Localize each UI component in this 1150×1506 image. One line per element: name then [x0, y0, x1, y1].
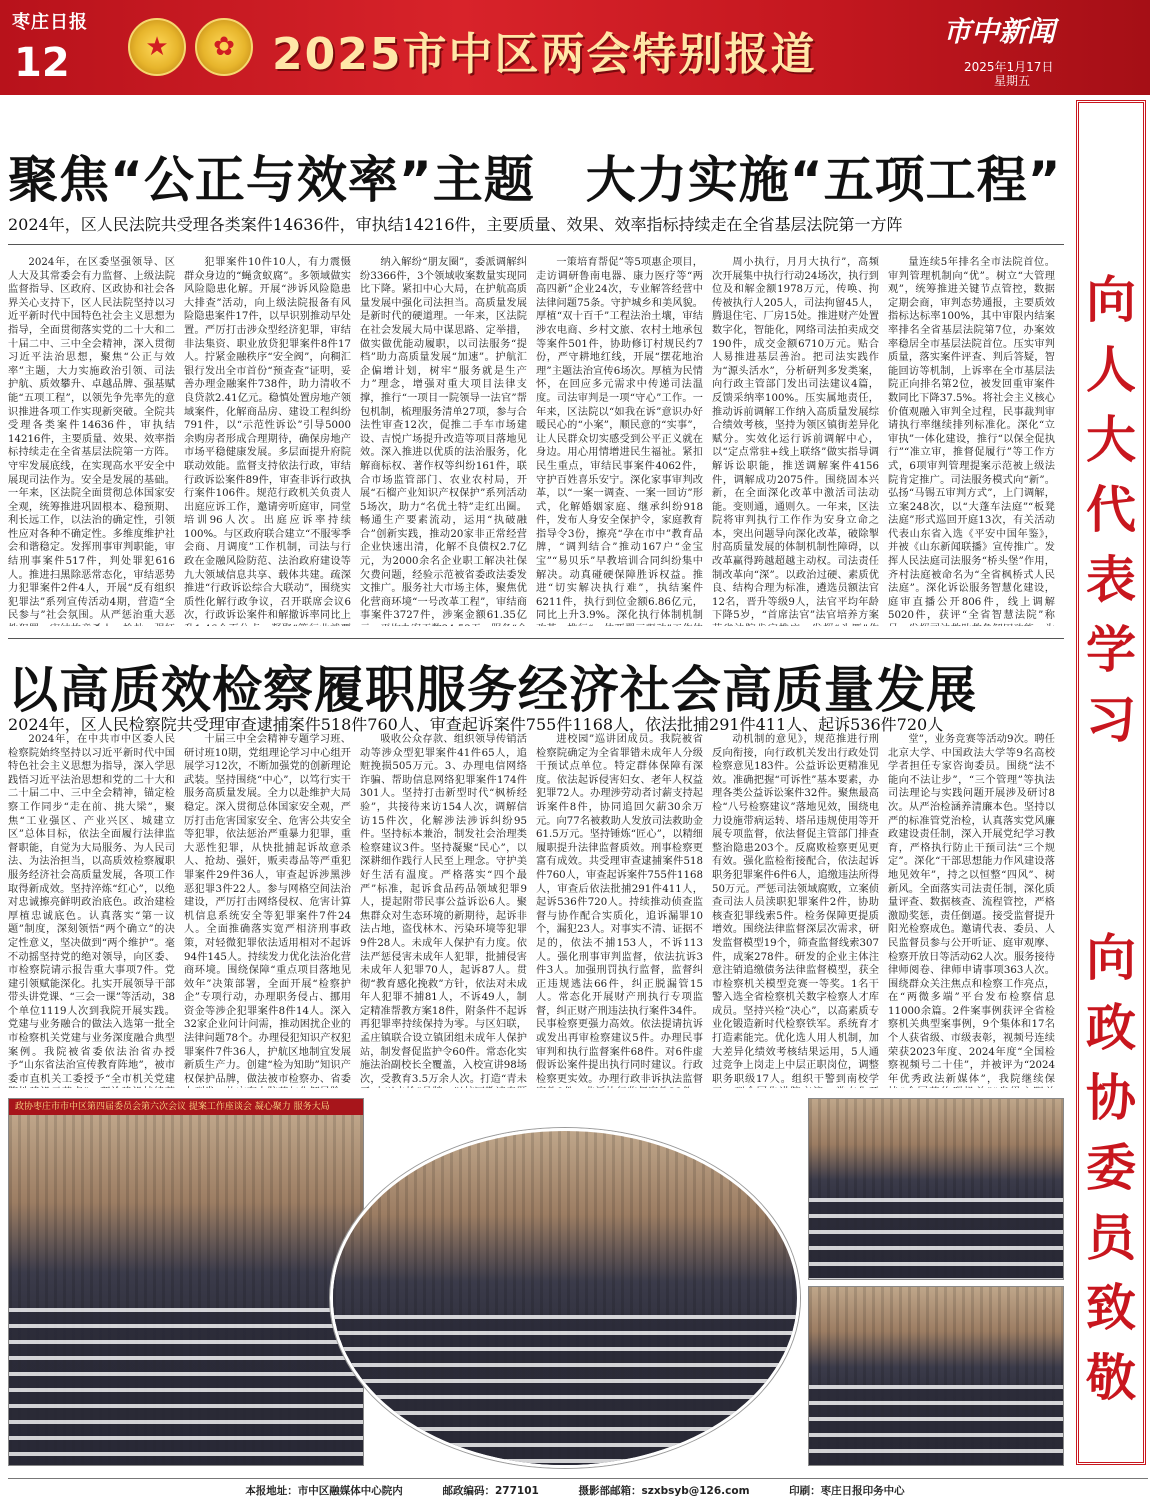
- meeting-hall-image: [809, 1287, 1063, 1465]
- article-column: 十届三中全会精神专题学习班、研讨班10期，党组理论学习中心组开展学习12次，不断加强党的创新理论武装。坚持围绕“中心”，以笃行实干服务高质量发展。全力以赴维护大局稳定。深入贯彻总体国家安全观，严厉打击危害国家安全、危害公共安全等犯罪，依法惩治严重暴力犯罪，重大恶性犯罪，从快批捕起诉故意杀人、抢劫、强奸，贩卖毒品等严重犯罪案件29件36人，审查起诉涉黑涉恶犯罪3件22人。参与网格空间法治建设，严厉打击网络侵权、危害计算机信息系统安全等犯罪案件7件24人。全面推确落实宽严相济刑事政策，对轻微犯罪依法适用相对不起诉94件145人。持续发力优化法治化营商环境。围绕保障“重点项目落地见效年”决策部署，全面开展“检察护企”专项行动，办理职务侵占、挪用资金等涉企犯罪案件8件14人。深入32家企业问计问需，推动困扰企业的法律问题78个。办理侵犯知识产权犯罪案件7件36人，护航区地制宜发展新质生产力。创建“检为知助”知识产权保护品牌，做法被市检察办、省委: [184, 734, 351, 1085]
- side-slogan-panel: [1076, 100, 1146, 1465]
- meeting-hall-image: [9, 1115, 363, 1465]
- footer-printer: 印刷：枣庄日报印务中心: [789, 1485, 905, 1497]
- meeting-hall-image: [809, 1099, 1063, 1279]
- page-number: 12: [14, 40, 70, 86]
- article-column: 2024年，在中共市中区委人民检察院始终坚持以习近平新时代中国特色社会主义思想为指导，深入学思践悟习近平法治思想和党的二十大和二十届二中、三中全会精神，锚定检察工作同步“走在前、挑大梁”，聚焦“工业强区、产业兴区、城建立区”总体目标，依法全面履行法律监督职能，自觉为大局服务、为人民司法、为法治担当，以高质效检察履职服务经济社会高质量发展，各项工作取得新成效。坚持淬炼“红心”，以绝对忠诚擦亮鲜明政治底色。政治建检厚植忠诚底色。认真落实“第一议题”制度，深刻领悟“两个确立”的决定性意义，坚决做到“两个维护”。毫不动摇坚持党的绝对领导，向区委、市检察院请示报告重大事项7件。党建引领赋能深化。扎实开展领导干部带头讲党课、“三会一课”等活动，38个单位1119人次到我院开展实践。党建与业务融合的做法入选第一批全市检察机关党建与业务深度融合典型案例。我院被省委依法治省办授予“山东省法治宣传教育阵地”，被市委市直机关工委授予“全市机关党建: [8, 734, 175, 1085]
- article-column: 犯罪案件10件10人，有力震慑群众身边的“蝇贪蚁腐”。多领域做实风险隐患化解。开展“涉诉风险隐患大排查”活动，向上级法院报备有风险隐患案件17件，以早识别推动早处置。严厉打击涉众型经济犯罪，审结非法集资、职业放贷犯罪案件8件17人。拧紧金融秩序“安全阀”，向稠汇银行发出全市首份“预查查”证明，妥善办理金融案件738件，助力清收不良贷款2.41亿元。稳慎处置房地产领域案件，化解商品房、建设工程纠纷791件，以“示范性诉讼”引导5000余购房者形成合理期待，确保房地产市场平稳健康发展。多层面提升府院联动效能。监督支持依法行政，审结行政诉讼案件89件，审查非诉行政执行案件106件。规范行政机关负责人出庭应诉工作，邀请旁听庭审，同堂培训96人次。出庭应诉率持续100%。与区政府联合建立“不服零季会商、月调度”工作机制，司法与行政在金融风险防范、法治政府建设等九大领域信息共享、载体共建。疏深推进“行政诉讼综合大联动”，围绕实质性化解行政争议，召开联席会议6次，行政诉讼案件和解撤诉率同比上: [184, 257, 351, 622]
- footer-address: 本报地址：市中区融媒体中心院内: [245, 1485, 403, 1497]
- article-column: 堂”，业务竞赛等活动9次。聘任北京大学、中国政法大学等9名高校学者担任专家咨询委员。围绕“法不能向不法让步”，“三个管理”等执法司法理论与实践问题开展涉及研讨8次。从严治检涵养清廉本色。坚持以严的标准管党治检，认真落实党风廉政建设责任制，深入开展党纪学习教育，严格执行防止干预司法“三个规定”。深化“干部思想能力作风建设落地见效年”，持之以恒整“四风”、树新风。全面落实司法责任制，深化质量评查、数据核查、流程管控，严格激励奖惩，责任倒逼。接受监督提升阳光检察成色。邀请代表、委员、人民监督员参与公开听证、庭审观摩、检察开放日等活动62人次。服务接待律师阅卷、律师申请事项363人次。围绕群众关注焦点和检察工作亮点，在“两微多端”平台发布检察信息11000余篇。2件案事例获评全省检察机关典型案事例，9个集体和17名个人获省级、市级表彰，视频号连续荣获2023年度、2024年度“全国检察视频号二十佳”，并被评为“2024年优秀政法新媒体”，我院继续保: [888, 734, 1055, 1085]
- footer: [0, 1480, 1150, 1506]
- article-column: 2024年，在区委坚强领导、区人大及其常委会有力监督、上级法院监督指导、区政府、区政协和社会各界关心支持下，区人民法院坚持以习近平新时代中国特色社会主义思想为指导，全面贯彻落实党的二十大和二十届二中、三中全会精神，深入贯彻习近平法治思想，聚焦“公正与效率”主题，大力实施政治引领、司法护航、质效攀升、卓越品牌、强基赋能“五项工程”，以领先争先率先的意识推进各项工作实现新突破。全院共受理各类案件14636件，审执结14216件，主要质量、效果、效率指标持续走在全省基层法院第一方阵。守牢发展底线，在实现高水平安全中展现司法作为。安全是发展的基础。一年来，区法院全面贯彻总体国家安全观，统筹推进巩固根本、稳预期、利长远工作，以法治的确定性，引领性应对各种不确定性。多维度维护社会和谐稳定。发挥刑事审判职能，审结刑事案件517件，判处罪犯616人。推进扫黑除恶常态化，审结恶势力犯罪案件2件4人，开展“反有组织犯罪法”系列宣传活动4期，营造“全民参与”社会氛围。从严惩治重大恶: [8, 257, 175, 622]
- article1-headline: 聚焦“公正与效率”主题 大力实施“五项工程”: [8, 151, 1062, 209]
- date-text: 2025年1月17日: [964, 60, 1054, 74]
- meeting-hall-image: [333, 1131, 797, 1465]
- article-column: 一策培育帮促”等5项惠企项目，走访调研鲁南电器、康力医疗等“两高四新”企业24次，专业解答经营中法律问题75条。守护城乡和美风貌。厚植“双十百千”工程法治土壤，审结涉农电商、乡村文旅、农村土地承包等案件501件，协助修订村规民约7份，严守耕地红线，开展“摆花地治理”主题法治宣传6场次。厚植为民情怀，在回应多元需求中传递司法温度。司法审判是一项“守心”工作。一年来，区法院以“如我在诉”意识办好暖民心的“小案”，顺民意的“实事”，让人民群众切实感受到公平正义就在身边。用心用情增进民生福祉。紧扣民生重点，审结民事案件4062件，守护百姓喜乐安宁。深化家事审判改革，以“一案一调查、一案一回访”形式，化解婚姻家庭、继承纠纷918件，发布人身安全保护令，家庭教育指导令3份，擦亮“孕在市中”教育品牌，“调判结合”推动167户“金宝宝”“易贝乐”早教培训合同纠纷集中解决。动真碰硬保障胜诉权益。推进“切实解决执行难”，执结案件6211件，执行到位金额6.86亿元，同比上升3.9%。深化执行体制机制: [536, 257, 703, 622]
- photo-meeting-1: [8, 1098, 364, 1466]
- footer-postcode: 邮政编码：277101: [442, 1485, 539, 1497]
- special-report-title: 2025市中区两会特别报道: [272, 29, 817, 80]
- divider: [8, 638, 1064, 639]
- article-column: 动机制的意见》，规范推进行刑反向衔接，向行政机关发出行政处罚检察意见183件。公益诉讼更精准见效。准确把握“可诉性”基本要素，办理各类公益诉讼案件32件。聚焦最高检“八号检察建议”落地见效，围绕电力设施带病运转、塔吊违规使用等开展专项监督，依法督促主管部门排查整治隐患203个。反腐败检察更见更有效。强化监检衔接配合，依法起诉职务犯罪案件6件6人，追缴违法所得50万元。严惩司法领域腐败，立案侦查司法人员渎职犯罪案件2件，协助核查犯罪线索5件。检务保障更提质增效。围绕法律监督深层次需求，研发监督模型19个，筛查监督线索307件，成案278件。研发的企业主体注意注销追缴债务法律监督模型，获全市检察机关模型竞赛一等奖。1名干警入选全省检察机关数字检察人才库成员。坚持兴检“决心”，以高素质专业化锻造新时代检察铁军。系统育才打造素能完。优化选人用人机制，加大差异化绩效考核结果运用，5人通过竞争上岗走上中层正职岗位，调整职务职级17人。组织干警到南校学: [712, 734, 879, 1085]
- national-emblem-icon: ★: [128, 18, 186, 76]
- footer-divider: [8, 1478, 1148, 1479]
- side-slogan-2: 向 政 协 委 员 致 敬: [1086, 929, 1136, 1407]
- photo-meeting-2: [330, 1128, 800, 1468]
- paper-name: 枣庄日报: [12, 12, 88, 33]
- side-slogan-1: 向 人 大 代 表 学 习: [1086, 271, 1136, 749]
- photo-meeting-4: [808, 1286, 1064, 1466]
- article-column: 量连续5年排名全市法院首位。审判管理机制向“优”。树立“大管理观”，统筹推进关键节点管控，数据定期会商，审判态势通报，主要质效指标达标率100%，其中审限内结案率排名全省基层法院第7位，办案效率稳居全市基层法院首位。压实审判质量，落实案件评查、判后答疑，智能回访等机制，上诉率在全市基层法院正向排名第2位，被发回重审案件数同比下降37.5%。将社会主义核心价值观融入审判全过程，民事裁判审请执行率继续排列标准化。深化“立审执”一体化建设，推行“以保全促执行”“准立审，推督促履行”等工作方式，6项审判管理提案示范被上级法院肯定推广。司法服务模式向“新”。弘扬“马锡五审判方式”，上门调解，立案248次，以“大蓬车法庭”“板凳法庭”形式巡回开庭13次，有关活动代表山东省入选《平安中国年鉴》，并被《山东新闻联播》宣传推广。发挥人民法庭司法服务“桥头堡”作用，齐村法庭被命名为“全省枫桥式人民法庭”。深化诉讼服务智慧化建设，庭审直播公开806件，线上调解5020件，获评“全省智慧法院”称: [888, 257, 1055, 622]
- article-column: 周小执行，月月大执行”，高频次开展集中执行行动24场次，执行到位及和解金额1978万元，传唤、拘传被执行人205人，司法拘留45人，腾退住宅、厂房15处。推进财产处置数字化，智能化，网络司法拍卖成交190件，成交金额6710万元。贴合人易推进基层善治。把司法实践作为“源头活水”，分析研判多发类案，向行政主管部门发出司法建议4篇，反馈采纳率100%。压实属地责任，推动诉前调解工作纳入高质量发展综合绩效考核，坚持为领区镇街差异化赋分。实效化运行诉前调解中心，以“定点常驻+线上联络”做实指导调解诉讼职能，推送调解案件4156件，调解成功2075件。围绕固本兴新，在全面深化改革中激活司法动能。变则通，通则久。一年来，区法院将审判执行工作作为安身立命之本，突出问题导向深化改革，破除掣肘高质量发展的体制机制性障碍，以改革赢得跨越超越主动权。司法责任制改革向“深”。以政治过硬、素质优良、结构合理为标准，遴选员额法官12名，晋升等级9人，法官平均年龄下降5岁，“首席法官”法官培养方案: [712, 257, 879, 622]
- article-column: 吸收公众存款、组织领导传销活动等涉众型犯罪案件41件65人，追赃挽损505万元。3、办理电信网络诈骗、帮助信息网络犯罪案件174件301人。坚持打击新型时代“枫桥经验”，共接待来访154人次，调解信访15件次，化解涉法涉诉纠纷95件。坚持标本兼治，制发社会治理类检察建议3件。坚持凝聚“民心”，以深耕细作践行人民至上理念。守护美好生活有温度。严格落实“四个最严”标准，起诉食品药品领域犯罪9人，提起附带民事公益诉讼6人。聚焦群众对生态环境的新期待，起诉非法占地，盗伐林木、污染环境等犯罪9件28人。未成年人保护有力度。依法严惩侵害未成年人犯罪，批捕侵害未成年人犯罪70人，起诉87人。贯彻“教育感化挽救”方针，依法对未成年人犯罪不捕81人，不诉49人，制定精准帮教方案18件，附条件不起诉再犯罪率持续保持为零。与区妇联，孟庄镇联合设立镇团组未成年人保护站，制发督促监护令60件。常态化实施法治副校长全覆盖，入校宣讲98场次，受教育3.5万余人次。打造“青未: [360, 734, 527, 1085]
- article-column: 纳入解纷“朋友圈”，委派调解纠纷3366件，3个领域收案数量实现同比下降。紧扣中心大局，在护航高质量发展中强化司法担当。高质量发展是新时代的硬道理。一年来，区法院在社会发展大局中谋思路、定举措，做实做优能动履职，以司法服务“提档”助力高质量发展“加速”。护航汇企偏增计划，树牢“服务就是生产力”理念，增强对重大项目法律支撑，推行“一项目一院领导一法官”帮包机制，梳理服务清单27项，参与合法性审查12次，促推二手车市场建设、吉悦广场提升改造等项目落地见效。深入推进以优质的法治服务，化解商标权、著作权等纠纷161件，联合市场监管部门、农业农村局，开展“石榴产业知识产权保护”系列活动5场次，助力“名优土特”走红出圈。畅通生产要素流动，运用“执破融合”创新实践，推动20家非正常经营企业快速出清，化解不良债权2.7亿元，为2000余名企业职工解决社保欠费问题，经验示范被省委政法委发文推广。服务社大市场主体，聚焦优化营商环境“一号改革工程”，审结商事案件3727件，涉案金额61.35亿: [360, 257, 527, 622]
- article-column: 进校园”巡讲团成员。我院被省检察院确定为全省罪错未成年人分级干预试点单位。特定群体保障有深度。依法起诉侵害妇女、老年人权益犯罪72人。办理涉劳动者讨薪支持起诉案件8件，协同追回欠薪30余万元。向77名被救助人发放司法救助金61.5万元。坚持锤炼“匠心”，以精细履职提升法律监督质效。刑事检察更富有成效。共受理审查逮捕案件518件760人，审查起诉案件755件1168人，审查后依法批捕291件411人，起诉536件720人。持续推动侦查监督与协作配合实质化，追诉漏罪10个，漏犯23人。对事实不清、证据不足的，依法不捕153人，不诉113人。强化刑事审判监督，依法抗诉3件3人。加强刑罚执行监督，监督纠正违规逃法66件，纠正脱漏管15人。常态化开展财产刑执行专项监督，纠正财产刑违法执行案件34件。民事检察更强力高效。依法提请抗诉或发出再审检察建议5件。办理民事审判和执行监督案件68件。对6件虚假诉讼案件提出执行同时建议。行政检察更实效。办理行政非诉执法监督: [536, 734, 703, 1085]
- article2-subhead: 2024年，区人民检察院共受理审查逮捕案件518件760人、审查起诉案件755件1168人，依法批捕291件411人、起诉536件720人: [8, 715, 944, 734]
- article2-headline: 以高质效检察履职服务经济社会高质量发展: [8, 661, 977, 719]
- issue-date: [964, 60, 1053, 88]
- cppcc-emblem-icon: ✿: [195, 18, 253, 76]
- brand-logo: 市中新闻: [943, 15, 1056, 48]
- masthead: [0, 0, 1150, 95]
- weekday-text: 星期五: [994, 74, 1031, 88]
- footer-email: 摄影部邮箱：szxbsyb@126.com: [578, 1485, 750, 1497]
- article1-subhead: 2024年，区人民法院共受理各类案件14636件，审执结14216件，主要质量、效果、效率指标持续走在全省基层法院第一方阵: [8, 215, 903, 234]
- photo-banner: 政协枣庄市市中区第四届委员会第六次会议 提案工作座谈会 凝心聚力 服务大局: [9, 1099, 363, 1115]
- photo-meeting-3: [808, 1098, 1064, 1280]
- divider: [8, 244, 1064, 245]
